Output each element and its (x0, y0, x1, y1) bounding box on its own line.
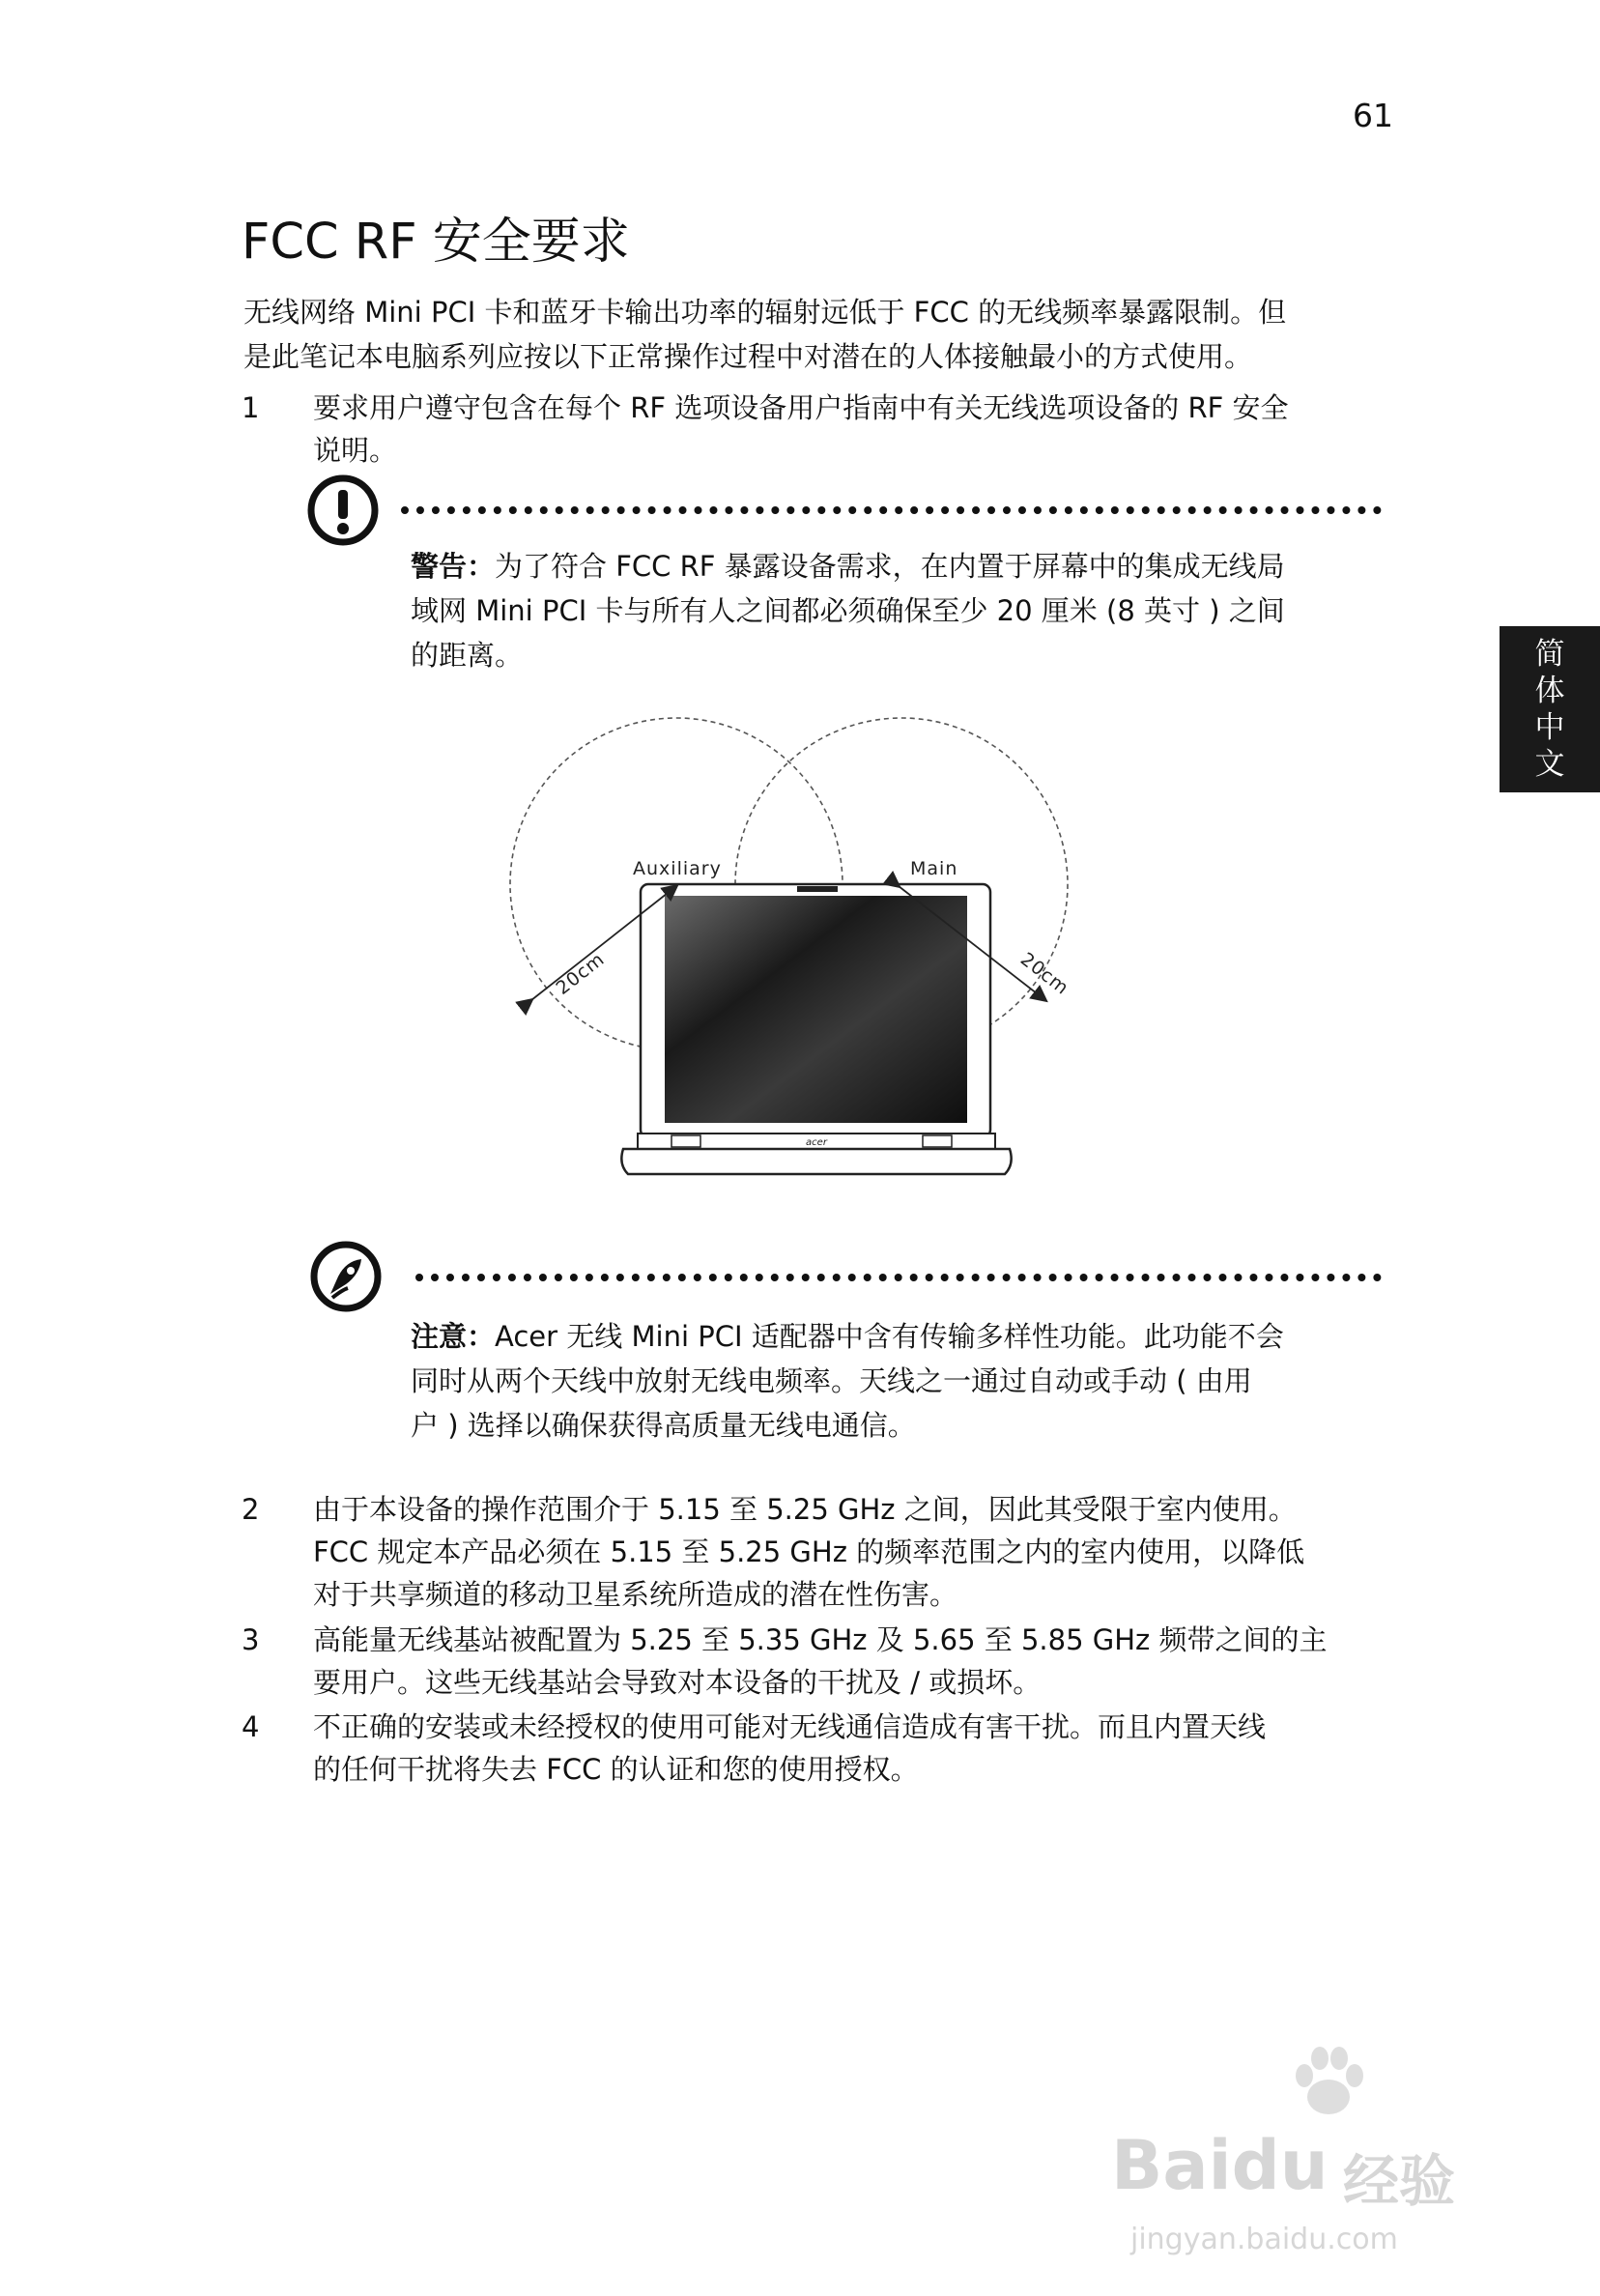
webcam-bar (797, 886, 838, 892)
note-label: 注意： (411, 1320, 496, 1353)
list-text (313, 1488, 1382, 1616)
warning-divider (401, 506, 1382, 514)
watermark-brand: Baidu (1111, 2126, 1329, 2205)
auxiliary-label: Auxiliary (633, 858, 722, 879)
list-line: 高能量无线基站被配置为 5.25 至 5.35 GHz 及 5.65 至 5.85 GHz 频带之间的主 (313, 1623, 1328, 1656)
antenna-diagram (493, 681, 1140, 1184)
left-distance-label: 20cm (552, 948, 610, 999)
warning-line: 为了符合 FCC RF 暴露设备需求，在内置于屏幕中的集成无线局 (495, 550, 1285, 583)
warning-text (411, 544, 1377, 677)
note-text (411, 1314, 1377, 1448)
list-line: 的任何干扰将失去 FCC 的认证和您的使用授权。 (313, 1753, 919, 1786)
warning-line: 域网 Mini PCI 卡与所有人之间都必须确保至少 20 厘米 (8 英寸 ) 之间 (411, 594, 1285, 627)
page-title: FCC RF 安全要求 (242, 214, 630, 271)
list-number: 2 (242, 1493, 260, 1526)
list-line: 对于共享频道的移动卫星系统所造成的潜在性伤害。 (313, 1578, 958, 1611)
main-label: Main (910, 858, 958, 879)
laptop-screen (665, 896, 967, 1123)
intro-line-2: 是此笔记本电脑系列应按以下正常操作过程中对潜在的人体接触最小的方式使用。 (243, 340, 1253, 373)
note-line: 同时从两个天线中放射无线电频率。天线之一通过自动或手动 ( 由用 (411, 1364, 1252, 1397)
list-number: 3 (242, 1623, 260, 1656)
list-line: 说明。 (313, 434, 398, 467)
list-text (313, 387, 1382, 472)
language-side-tab (1500, 626, 1600, 792)
note-icon (309, 1240, 383, 1313)
right-distance-label: 20cm (1015, 948, 1073, 1000)
list-line: 要求用户遵守包含在每个 RF 选项设备用户指南中有关无线选项设备的 RF 安全 (313, 391, 1289, 424)
intro-paragraph (243, 290, 1374, 379)
note-line: 户 ) 选择以确保获得高质量无线电通信。 (411, 1409, 916, 1442)
list-line: 要用户。这些无线基站会导致对本设备的干扰及 / 或损坏。 (313, 1666, 1042, 1699)
list-line: 由于本设备的操作范围介于 5.15 至 5.25 GHz 之间，因此其受限于室内使用。 (313, 1493, 1297, 1526)
list-text (313, 1619, 1382, 1704)
warning-icon (306, 474, 380, 547)
page-number: 61 (1353, 97, 1393, 134)
list-number: 4 (242, 1710, 260, 1743)
list-line: FCC 规定本产品必须在 5.15 至 5.25 GHz 的频率范围之内的室内使用，以降低 (313, 1535, 1305, 1568)
note-line: Acer 无线 Mini PCI 适配器中含有传输多样性功能。此功能不会 (495, 1320, 1284, 1353)
list-text (313, 1706, 1382, 1791)
watermark-url: jingyan.baidu.com (1130, 2223, 1398, 2256)
intro-line-1: 无线网络 Mini PCI 卡和蓝牙卡输出功率的辐射远低于 FCC 的无线频率暴露限制。但 (243, 296, 1287, 329)
warning-line: 的距离。 (411, 639, 524, 672)
list-line: 不正确的安装或未经授权的使用可能对无线通信造成有害干扰。而且内置天线 (313, 1710, 1267, 1743)
warning-label: 警告： (411, 550, 496, 583)
paw-icon (1285, 2039, 1372, 2126)
note-divider (415, 1274, 1382, 1281)
laptop-logo: acer (806, 1137, 827, 1148)
language-side-tab-label: 简体中文 (1534, 637, 1565, 782)
watermark-brand-cn: 经验 (1343, 2148, 1456, 2214)
list-number: 1 (242, 391, 260, 424)
laptop-base (621, 1149, 1011, 1174)
baidu-watermark (1111, 2039, 1498, 2261)
